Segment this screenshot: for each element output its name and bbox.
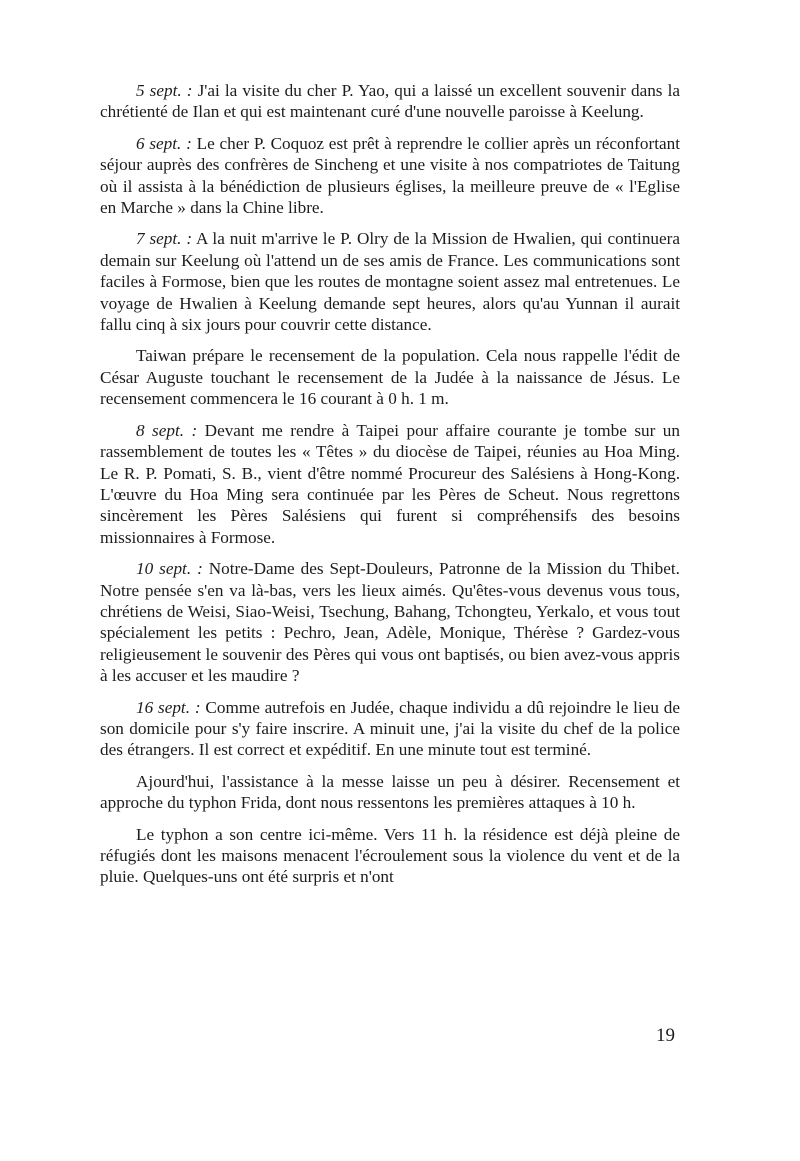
entry-date: 8 sept. : (136, 420, 198, 440)
entry-date: 7 sept. : (136, 229, 193, 249)
page-body (100, 80, 680, 898)
entry-date: 10 sept. : (136, 559, 203, 579)
diary-entry-sept-6 (100, 133, 680, 219)
entry-text: A la nuit m'arrive le P. Olry de la Mission de Hwalien, qui continuera demain sur Keelung où l'attend un de ses amis de France. Les communications sont faciles à Formose, bien que les routes de montagne soient assez mal entretenues. Le voyage de Hwalien à Keelung demande sept heures, alors qu'au Yunnan il aurait fallu cinq à six jours pour couvrir cette distance. (100, 229, 680, 335)
entry-text: Devant me rendre à Taipei pour affaire courante je tombe sur un rassemblement de toutes les « Têtes » du diocèse de Taipei, réunies au Hoa Ming. Le R. P. Pomati, S. B., vient d'être nommé Procureur des Salésiens à Hong-Kong. L'œuvre du Hoa Ming sera continuée par les Pères de Scheut. Nous regrettons sincèrement les Pères Salésiens qui furent si compréhensifs des besoins missionnaires à Formose. (100, 420, 680, 547)
entry-date: 6 sept. : (136, 133, 192, 153)
diary-entry-sept-16 (100, 697, 680, 761)
paragraph-text: Le typhon a son centre ici-même. Vers 11 h. la résidence est déjà pleine de réfugiés dont les maisons menacent l'écroulement sous la violence du vent et de la pluie. Quelques-uns ont été surpris et n'ont (100, 824, 680, 887)
page-number: 19 (656, 1025, 675, 1046)
paragraph-typhoon (100, 824, 680, 888)
entry-date: 16 sept. : (136, 697, 201, 717)
diary-entry-sept-5 (100, 80, 680, 123)
entry-text: Notre-Dame des Sept-Douleurs, Patronne de la Mission du Thibet. Notre pensée s'en va là-bas, vers les lieux aimés. Qu'êtes-vous devenus vous tous, chrétiens de Weisi, Siao-Weisi, Tsechung, Bahang, Tchongteu, Yerkalo, et vous tout spécialement les petits : Pechro, Jean, Adèle, Monique, Thérèse ? Gardez-vous religieusement le souvenir des Pères qui vous ont baptisés, ou bien avez-vous appris à les accuser et les maudire ? (100, 559, 680, 686)
paragraph-census (100, 345, 680, 409)
entry-date: 5 sept. : (136, 81, 193, 100)
paragraph-text: Ajourd'hui, l'assistance à la messe laisse un peu à désirer. Recensement et approche du typhon Frida, dont nous ressentons les premières attaques à 10 h. (100, 771, 680, 813)
entry-text: J'ai la visite du cher P. Yao, qui a laissé un excellent souvenir dans la chrétienté de Ilan et qui est maintenant curé d'une nouvelle paroisse à Keelung. (100, 81, 680, 122)
paragraph-text: Taiwan prépare le recensement de la population. Cela nous rappelle l'édit de César Auguste touchant le recensement de la Judée à la naissance de Jésus. Le recensement commencera le 16 courant à 0 h. 1 m. (100, 346, 680, 409)
entry-text: Le cher P. Coquoz est prêt à reprendre le collier après un réconfortant séjour auprès des confrères de Sincheng et une visite à nos compatriotes de Taitung où il assista à la bénédiction de plusieurs églises, la meilleure preuve de « l'Eglise en Marche » dans la Chine libre. (100, 133, 680, 218)
entry-text: Comme autrefois en Judée, chaque individu a dû rejoindre le lieu de son domicile pour s'y faire inscrire. A minuit une, j'ai la visite du chef de la police des étrangers. Il est correct et expéditif. En une minute tout est terminé. (100, 697, 680, 760)
paragraph-mass-attendance (100, 771, 680, 814)
diary-entry-sept-10 (100, 558, 680, 686)
diary-entry-sept-8 (100, 420, 680, 548)
diary-entry-sept-7 (100, 228, 680, 335)
